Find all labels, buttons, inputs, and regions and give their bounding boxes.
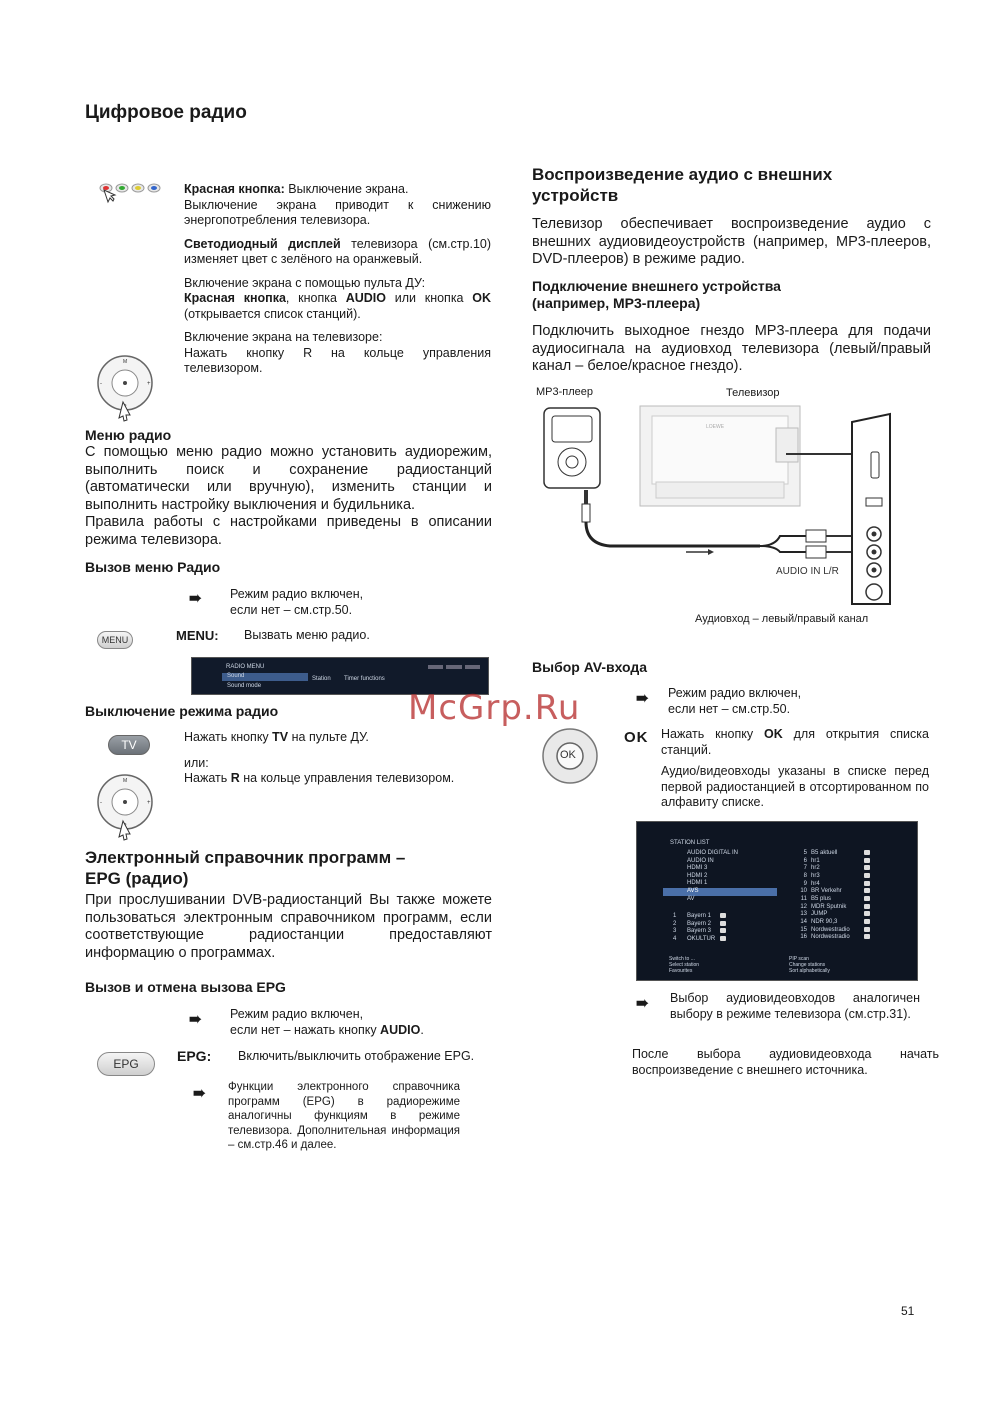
station-row[interactable]: 2 Bayern 2 xyxy=(673,921,726,929)
station-row[interactable]: 13 JUMP xyxy=(789,911,870,919)
control-ring-icon xyxy=(96,773,156,841)
station-row[interactable]: 11 B5 plus xyxy=(789,896,870,904)
menu-tab-timer[interactable]: Timer functions xyxy=(344,676,385,682)
right-intro: Телевизор обеспечивает воспроизведение аудио с внешних аудиовидеоустройств (например, MP3-плееров, DVD-плееров) в режиме радио. xyxy=(532,216,931,267)
station-row[interactable]: 12 MDR Sputnik xyxy=(789,904,870,912)
led-text: телевизора (см.стр.10) изменяет цвет с зелёного на оранжевый. xyxy=(184,236,492,266)
svg-text:LOEWE: LOEWE xyxy=(706,424,725,430)
svg-text:-: - xyxy=(100,381,102,387)
station-row[interactable]: 9 hr4 xyxy=(789,881,870,889)
epg-button[interactable]: EPG xyxy=(97,1052,155,1076)
station-row[interactable]: 1 Bayern 1 xyxy=(673,913,726,921)
page-number: 51 xyxy=(901,1304,915,1318)
input-item[interactable]: HDMI 2 xyxy=(687,872,708,879)
input-list xyxy=(687,850,738,888)
footer-left: Switch to ... Select station Favourites xyxy=(669,956,700,974)
av-select-note: Режим радио включен, если нет – см.стр.50. xyxy=(668,686,802,716)
left-station-list xyxy=(673,913,726,944)
menu-item-sound[interactable]: Sound xyxy=(222,673,308,681)
radio-menu-screen-title: RADIO MENU xyxy=(226,664,265,670)
call-menu-note: Режим радио включен, если нет – см.стр.50. xyxy=(230,587,364,617)
tv-button[interactable]: TV xyxy=(108,735,150,755)
input-item-selected[interactable]: AVS xyxy=(663,888,777,896)
input-item[interactable]: HDMI 3 xyxy=(687,865,708,872)
epg-key-label: EPG: xyxy=(177,1048,212,1064)
epg-call-note: Режим радио включен, если нет – нажать кнопку AUDIO. xyxy=(230,1007,424,1037)
station-row[interactable]: 16 Nordwestradio xyxy=(789,934,870,942)
svg-text:+: + xyxy=(147,800,151,806)
connection-diagram xyxy=(530,382,930,632)
control-ring-icon xyxy=(96,354,156,422)
red-button-label: Красная кнопка: xyxy=(184,182,285,196)
arrow-icon: ➠ xyxy=(636,995,649,1012)
menu-key-label: MENU: xyxy=(176,628,219,643)
footer-right: PIP scan Change stations Sort alphabetically xyxy=(789,956,830,974)
input-item[interactable]: AUDIO DIGITAL IN xyxy=(687,850,739,856)
ok-ring-icon xyxy=(541,727,599,785)
station-row[interactable]: 15 Nordwestradio xyxy=(789,927,870,935)
station-row[interactable]: 5 B5 aktuell xyxy=(789,850,870,858)
svg-text:M: M xyxy=(123,778,128,784)
svg-text:M: M xyxy=(123,359,128,365)
arrow-icon: ➠ xyxy=(193,1085,206,1102)
station-row[interactable]: 6 hr1 xyxy=(789,858,870,866)
epg-title: Электронный справочник программ – EPG (радио) xyxy=(85,848,406,888)
station-row[interactable]: 8 hr3 xyxy=(789,873,870,881)
connect-title: Подключение внешнего устройства (например, MP3-плеера) xyxy=(532,278,781,311)
av-final-text: После выбора аудиовидеовхода начать воспроизведение с внешнего источника. xyxy=(632,1047,939,1077)
station-row[interactable]: 3 Bayern 3 xyxy=(673,928,726,936)
remote-on-line1: Включение экрана с помощью пульта ДУ: xyxy=(184,275,426,290)
ok-key-text: Нажать кнопку OK для открытия списка станций. Аудио/видеовходы указаны в списке перед первой радиостанцией в отсортированном по алфавиту списке. xyxy=(661,727,929,809)
right-station-list xyxy=(789,850,870,942)
connect-text: Подключить выходное гнездо MP3-плеера для подачи аудиосигнала на аудиовход телевизора (левый/правый канал – белое/красное гнездо). xyxy=(532,323,931,374)
diagram-caption: Аудиовход – левый/правый канал xyxy=(695,613,869,625)
tv-label: Телевизор xyxy=(726,387,780,399)
svg-text:+: + xyxy=(147,381,151,387)
call-menu-title: Вызов меню Радио xyxy=(85,559,221,575)
color-buttons-icon xyxy=(98,182,166,204)
radio-menu-title: Меню радио xyxy=(85,427,172,443)
epg-info: Функции электронного справочника программ (EPG) в радиорежиме аналогичны функциям в режиме телевизора. Дополнительная информация – см.стр.46 и далее. xyxy=(228,1081,460,1151)
svg-text:-: - xyxy=(100,800,102,806)
ok-ring-label[interactable]: OK xyxy=(560,749,576,761)
arrow-icon: ➠ xyxy=(189,1011,202,1028)
input-item[interactable]: AV xyxy=(687,896,695,902)
input-item[interactable]: HDMI 1 xyxy=(687,880,708,887)
ok-key-label: OK xyxy=(624,729,649,746)
off-radio-title: Выключение режима радио xyxy=(85,703,279,719)
red-button-section xyxy=(184,182,491,377)
epg-key-desc: Включить/выключить отображение EPG. xyxy=(238,1049,475,1063)
right-title: Воспроизведение аудио с внешних устройств xyxy=(532,165,833,205)
led-label: Светодиодный дисплей xyxy=(184,236,341,251)
mp3-label: MP3-плеер xyxy=(536,386,594,398)
station-list-screenshot xyxy=(636,821,918,981)
tv-on-line2: Нажать кнопку R на кольце управления телевизором. xyxy=(184,345,491,375)
menu-item-sound-mode[interactable]: Sound mode xyxy=(227,683,262,689)
remote-on-line2: Красная кнопка, кнопка AUDIO или кнопка OK (открывается список станций). xyxy=(184,291,492,321)
av-after-note: Выбор аудиовидеовходов аналогичен выбору в режиме телевизора (см.стр.31). xyxy=(670,991,920,1021)
radio-menu-text: С помощью меню радио можно установить аудиорежим, выполнить поиск и сохранение радиостанций (автоматически или вручную), изменить станции и выполнить настройку выключения и будильника. Правила работы с настройками приведены в описании режима телевизора. xyxy=(85,444,492,548)
arrow-icon: ➠ xyxy=(636,690,649,707)
watermark: McGrp.Ru xyxy=(408,688,581,728)
av-select-title: Выбор AV-входа xyxy=(532,659,648,675)
tv-on-line1: Включение экрана на телевизоре: xyxy=(184,330,383,344)
epg-call-title: Вызов и отмена вызова EPG xyxy=(85,979,286,995)
page-title: Цифровое радио xyxy=(85,102,247,123)
menu-tab-station[interactable]: Station xyxy=(312,676,331,682)
station-row[interactable]: 10 BR Verkehr xyxy=(789,888,870,896)
station-list-title: STATION LIST xyxy=(670,840,710,846)
station-row[interactable]: 4 OKULTUR xyxy=(673,936,726,944)
diagram-drawing xyxy=(530,382,930,614)
menu-button[interactable]: MENU xyxy=(97,631,133,649)
station-row[interactable]: 14 NDR 90,3 xyxy=(789,919,870,927)
off-radio-text: Нажать кнопку TV на пульте ДУ. или: Нажать R на кольце управления телевизором. xyxy=(184,730,455,785)
epg-text: При прослушивании DVB-радиостанций Вы также можете пользоваться электронным справочником программ, если соответствующие радиостанции предоставляют информацию о программах. xyxy=(85,892,492,961)
arrow-icon: ➠ xyxy=(189,590,202,607)
station-row[interactable]: 7 hr2 xyxy=(789,865,870,873)
input-item[interactable]: AUDIO IN xyxy=(687,857,714,864)
audio-in-label: AUDIO IN L/R xyxy=(776,566,839,577)
red-button-text: Выключение экрана. xyxy=(284,182,409,196)
screen-indicators xyxy=(428,665,480,669)
menu-key-desc: Вызвать меню радио. xyxy=(244,628,370,642)
red-button-desc: Выключение экрана приводит к снижению энергопотребления телевизора. xyxy=(184,197,491,227)
